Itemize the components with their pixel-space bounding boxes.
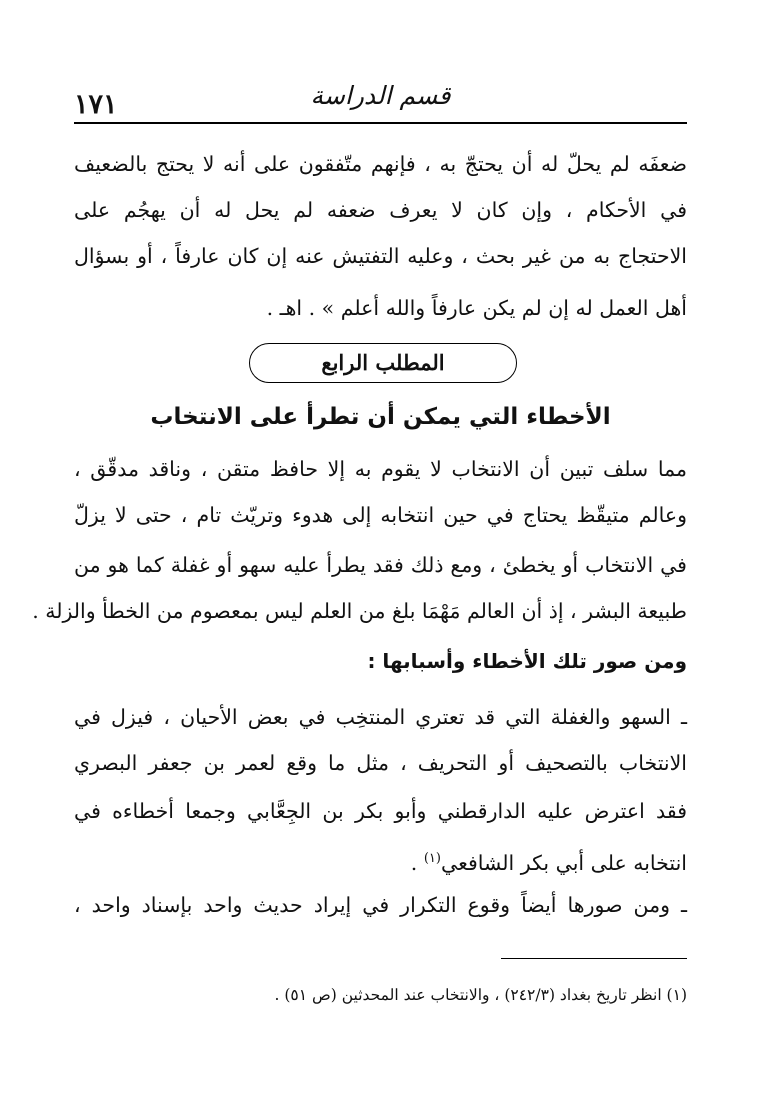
header-rule [74, 122, 687, 124]
text-line: الاحتجاج به من غير بحث ، وعليه التفتيش عنه إن كان عارفاً ، أو بسؤال [74, 244, 687, 268]
text-line: ضعفَه لم يحلّ له أن يحتجّ به ، فإنهم متّفقون على أنه لا يحتج بالضعيف [74, 152, 687, 176]
section-label-box: المطلب الرابع [249, 343, 517, 383]
text-line: أهل العمل له إن لم يكن عارفاً والله أعلم » . اهـ . [266, 296, 687, 320]
page-number: ١٧١ [74, 89, 118, 120]
text-line [74, 839, 687, 879]
text-line: في الانتخاب أو يخطئ ، ومع ذلك فقد يطرأ عليه سهو أو غفلة كما هو من [74, 553, 687, 577]
footnote: (١) انظر تاريخ بغداد (٢٤٢/٣) ، والانتخاب عند المحدثين (ص ٥١) . [274, 986, 687, 1004]
text-line: وعالم متيقّظ يحتاج في حين انتخابه إلى هدوء وتريّث تام ، حتى لا يزلّ [74, 503, 687, 527]
text-line: طبيعة البشر ، إذ أن العالم مَهْمَا بلغ من العلم ليس بمعصوم من الخطأ والزلة . [32, 599, 687, 623]
page-header [74, 76, 687, 120]
footnote-rule [501, 958, 687, 959]
text-line: ـ السهو والغفلة التي قد تعتري المنتخِب في بعض الأحيان ، فيزل في [74, 705, 687, 729]
text-line: الانتخاب بالتصحيف أو التحريف ، مثل ما وقع لعمر بن جعفر البصري [74, 751, 687, 775]
text-line: فقد اعترض عليه الدارقطني وأبو بكر بن الجِعَّابي وجمعا أخطاءه في [74, 799, 687, 823]
text-line: في الأحكام ، وإن كان لا يعرف ضعفه لم يحل له أن يهجُم على [74, 198, 687, 222]
running-head: قسم الدراسة [310, 81, 451, 110]
text-segment: . [410, 850, 424, 875]
text-line: ـ ومن صورها أيضاً وقوع التكرار في إيراد حديث واحد بإسناد واحد ، [74, 893, 687, 917]
subheading: ومن صور تلك الأخطاء وأسبابها : [367, 649, 687, 673]
footnote-marker: (١) [423, 851, 441, 866]
section-heading: الأخطاء التي يمكن أن تطرأ على الانتخاب [150, 404, 611, 430]
text-segment: انتخابه على أبي بكر الشافعي [440, 850, 687, 875]
text-line: مما سلف تبين أن الانتخاب لا يقوم به إلا حافظ متقن ، وناقد مدقّق ، [74, 457, 687, 481]
